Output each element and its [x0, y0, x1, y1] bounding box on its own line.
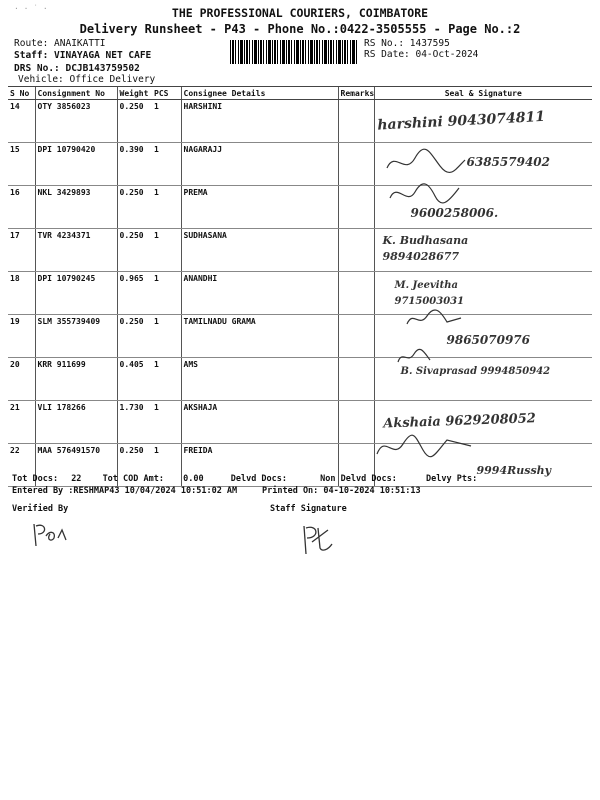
- cell-consignment: VLI 178266: [35, 401, 117, 444]
- table-row: [8, 143, 592, 186]
- handwritten-signature: K. Budhasana 9894028677: [382, 234, 469, 263]
- tot-docs-label: Tot Docs:: [12, 474, 59, 484]
- cell-pcs: 1: [152, 100, 181, 143]
- printed-on: Printed On: 04-10-2024 10:51:13: [262, 486, 421, 496]
- cell-consignee: FREIDA: [181, 444, 338, 487]
- staff-signature-mark: [298, 522, 338, 558]
- cell-remarks: [338, 186, 374, 229]
- cell-consignee: HARSHINI: [181, 100, 338, 143]
- cell-sno: 18: [8, 272, 35, 315]
- route-label: Route: ANAIKATTI: [14, 38, 106, 49]
- cell-sno: 16: [8, 186, 35, 229]
- cell-pcs: 1: [152, 272, 181, 315]
- cell-weight: 0.965: [117, 272, 152, 315]
- cell-consignment: SLM 355739409: [35, 315, 117, 358]
- cell-pcs: 1: [152, 315, 181, 358]
- cell-consignee: PREMA: [181, 186, 338, 229]
- handwritten-signature: 9600258006.: [410, 206, 499, 220]
- cell-consignee: NAGARAJJ: [181, 143, 338, 186]
- runsheet-table: [8, 86, 592, 477]
- cell-consignee: SUDHASANA: [181, 229, 338, 272]
- table-row: [8, 401, 592, 444]
- verifier-signature: [30, 520, 70, 550]
- entered-by: Entered By :RESHMAP43 10/04/2024 10:51:02 AM: [12, 486, 238, 496]
- col-header-weight: Weight: [117, 87, 152, 100]
- table-row: [8, 100, 592, 143]
- handwritten-signature: 9994Russhy: [476, 464, 552, 477]
- cell-consignee: ANANDHI: [181, 272, 338, 315]
- cell-remarks: [338, 272, 374, 315]
- rs-number: RS No.: 1437595: [364, 38, 450, 49]
- signature-scribble: [385, 180, 465, 210]
- cell-consignment: KRR 911699: [35, 358, 117, 401]
- cell-consignment: DPI 10790420: [35, 143, 117, 186]
- handwritten-signature: 6385579402: [466, 155, 550, 169]
- cell-consignee: AMS: [181, 358, 338, 401]
- cell-pcs: 1: [152, 143, 181, 186]
- runsheet-subtitle: Delivery Runsheet - P43 - Phone No.:0422-3505555 - Page No.:2: [79, 22, 521, 36]
- tot-docs-value: 22: [71, 474, 82, 484]
- cell-remarks: [338, 229, 374, 272]
- cell-consignee: AKSHAJA: [181, 401, 338, 444]
- cell-weight: 0.250: [117, 186, 152, 229]
- col-header-consignee: Consignee Details: [181, 87, 338, 100]
- cell-weight: 0.250: [117, 229, 152, 272]
- col-header-remarks: Remarks: [338, 87, 374, 100]
- cell-pcs: 1: [152, 444, 181, 487]
- cell-pcs: 1: [152, 186, 181, 229]
- cell-sno: 21: [8, 401, 35, 444]
- handwritten-signature: M. Jeevitha 9715003031: [394, 280, 465, 307]
- tot-cod-value: 0.00: [183, 474, 204, 484]
- cell-sno: 15: [8, 143, 35, 186]
- cell-weight: 1.730: [117, 401, 152, 444]
- table-row: [8, 229, 592, 272]
- scan-speckles: · · ˙ ·: [14, 4, 48, 13]
- tot-cod-label: Tot COD Amt:: [102, 474, 164, 484]
- staff-label: Staff: VINAYAGA NET CAFE: [14, 50, 152, 61]
- table-row: [8, 358, 592, 401]
- cell-sno: 20: [8, 358, 35, 401]
- table-row: [8, 272, 592, 315]
- cell-remarks: [338, 100, 374, 143]
- signature-scribble: [385, 148, 475, 178]
- totals-line: [12, 474, 477, 484]
- cell-weight: 0.390: [117, 143, 152, 186]
- cell-weight: 0.250: [117, 444, 152, 487]
- cell-remarks: [338, 358, 374, 401]
- cell-signature: [374, 229, 592, 272]
- cell-consignment: DPI 10790245: [35, 272, 117, 315]
- table-row: [8, 186, 592, 229]
- cell-sno: 14: [8, 100, 35, 143]
- handwritten-signature: harshini 9043074811: [376, 108, 545, 134]
- delvy-pts-label: Delvy Pts:: [426, 474, 478, 484]
- rs-date: RS Date: 04-Oct-2024: [364, 49, 479, 60]
- cell-consignment: TVR 4234371: [35, 229, 117, 272]
- col-header-consignment: Consignment No: [35, 87, 117, 100]
- cell-remarks: [338, 315, 374, 358]
- cell-sno: 19: [8, 315, 35, 358]
- cell-sno: 17: [8, 229, 35, 272]
- cell-weight: 0.250: [117, 100, 152, 143]
- cell-weight: 0.250: [117, 315, 152, 358]
- handwritten-signature: Akshaia 9629208052: [382, 411, 536, 432]
- cell-pcs: 1: [152, 229, 181, 272]
- cell-remarks: [338, 401, 374, 444]
- table-header-row: [8, 87, 592, 100]
- handwritten-signature: 9865070976: [446, 333, 530, 347]
- cell-sno: 22: [8, 444, 35, 487]
- staff-signature-label: Staff Signature: [270, 504, 347, 514]
- col-header-sno: S No: [8, 87, 35, 100]
- cell-consignment: MAA 576491570: [35, 444, 117, 487]
- handwritten-signature: B. Sivaprasad 9994850942: [400, 366, 551, 377]
- cell-pcs: 1: [152, 401, 181, 444]
- barcode-image: [230, 40, 357, 64]
- signature-scribble: [396, 348, 436, 366]
- non-delvd-docs-label: Non Delvd Docs:: [320, 474, 397, 484]
- delvd-docs-label: Delvd Docs:: [230, 474, 288, 484]
- cell-signature: [374, 100, 592, 143]
- drs-number: DRS No.: DCJB143759502: [14, 63, 140, 74]
- verified-by-label: Verified By: [12, 504, 69, 514]
- cell-pcs: 1: [152, 358, 181, 401]
- cell-consignment: OTY 3856023: [35, 100, 117, 143]
- signature-scribble: [375, 434, 475, 460]
- cell-consignment: NKL 3429893: [35, 186, 117, 229]
- col-header-signature: Seal & Signature: [374, 87, 592, 100]
- signature-scribble: [405, 308, 465, 330]
- cell-remarks: [338, 143, 374, 186]
- company-title: THE PROFESSIONAL COURIERS, COIMBATORE: [171, 6, 429, 20]
- col-header-pcs: PCS: [152, 87, 181, 100]
- table-row: [8, 315, 592, 358]
- cell-consignee: TAMILNADU GRAMA: [181, 315, 338, 358]
- vehicle-label: Vehicle: Office Delivery: [18, 74, 156, 85]
- cell-weight: 0.405: [117, 358, 152, 401]
